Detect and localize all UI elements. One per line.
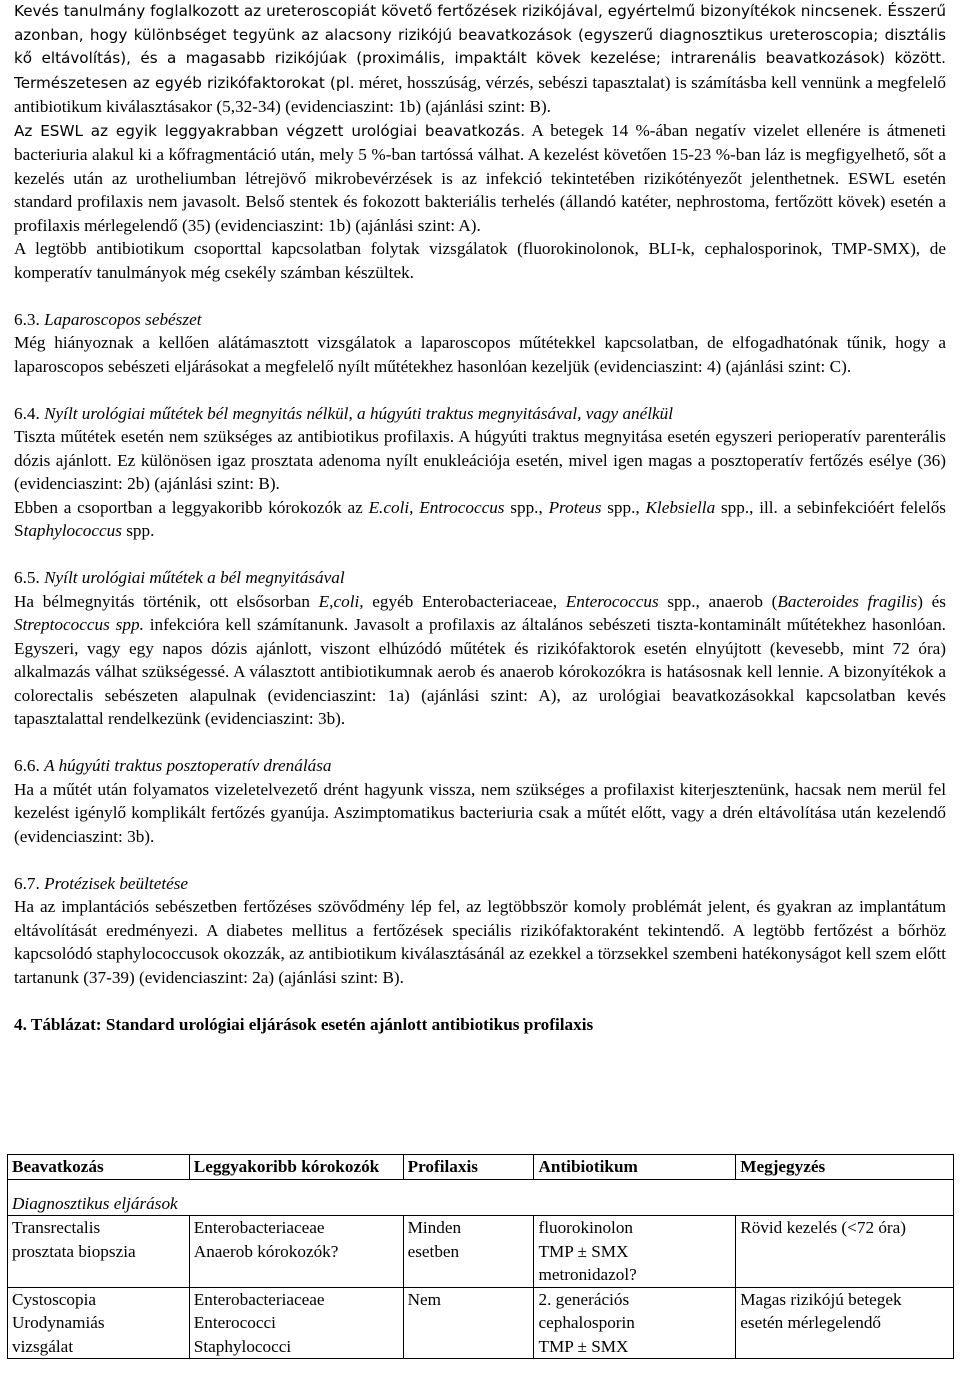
cell-line: Staphylococci xyxy=(193,1336,292,1356)
paragraph-ureteroscopy xyxy=(14,0,946,119)
cell-line: 2. generációs xyxy=(538,1289,630,1309)
cell-line: esetén mérlegelendő xyxy=(740,1313,882,1332)
table-header-row xyxy=(8,1155,954,1180)
spacer xyxy=(14,989,946,1013)
paragraph-text-serif: méret, hosszúság, vérzés, sebészi tapasztalat) is számításba kell vennünk a megfelelő antibiotikum kiválasztásakor (5,32-34) (evidenciaszint: 1b) (ajánlási szint: B). xyxy=(14,72,946,116)
section-body-6-6: Ha a műtét után folyamatos vizeletelvezető drént hagyunk vissza, nem szükséges a profilaxist kiterjesztenünk, hacsak nem merül fel kezelést igénylő komplikált fertőzés gyanúja. Aszimptomatikus bacteriuria csak a műtét előtt, vagy a drén eltávolítása után kezelendő (evidenciaszint: 3b). xyxy=(14,779,946,846)
table-caption: 4. Táblázat: Standard urológiai eljárások esetén ajánlott antibiotikus profilaxis xyxy=(14,1014,594,1034)
text-run: Ebben a csoportban a leggyakoribb kórokozók az xyxy=(14,497,369,517)
cell-line: Transrectalis xyxy=(12,1218,101,1237)
cell-line: Rövid kezelés (<72 óra) xyxy=(740,1218,907,1237)
table-cell xyxy=(736,1216,954,1288)
section-number: 6.3. xyxy=(14,309,40,329)
prophylaxis-table xyxy=(7,1154,954,1359)
cell-line: fluorokinolon xyxy=(538,1218,634,1237)
spacer xyxy=(14,848,946,872)
cell-line: Anaerob kórokozók? xyxy=(193,1241,339,1261)
header-prophylaxis: Profilaxis xyxy=(403,1155,534,1180)
section-body-6-4-pathogens xyxy=(14,496,946,543)
cell-line: Enterococci xyxy=(193,1313,276,1332)
text-run-italic: E.coli, Entrococcus xyxy=(368,497,505,517)
section-title: A húgyúti traktus posztoperatív drenálása xyxy=(44,756,332,775)
section-title: Protézisek beültetése xyxy=(44,873,189,893)
cell-line: Enterobacteriaceae xyxy=(193,1289,325,1309)
text-run: Ha bélmegnyitás történik, ott elsősorban xyxy=(14,591,319,611)
text-run-italic: E,coli, xyxy=(318,591,364,611)
spacer xyxy=(14,284,946,308)
paragraph-text-sans: Kevés tanulmány foglalkozott az ureteroscopiát követő fertőzések rizikójával, egyértelmű bizonyítékok nincsenek. Ésszerű azonban, hogy különbséget tegyünk az alacsony rizikójú beavatkozások (egyszerű diagnosztikus ureteroscopia; disztális kő eltávolítás), és a magasabb rizikójúak (proximális, impaktált kövek kezelése; intrarenális beavatkozások) között. Természetesen az egyéb rizikófaktorokat (pl. xyxy=(14,2,946,92)
document-page xyxy=(14,0,946,1036)
text-run-italic: Klebsiella xyxy=(645,497,716,517)
table-cell xyxy=(534,1287,736,1359)
spacer xyxy=(14,378,946,402)
section-heading-6-7 xyxy=(14,872,946,896)
spacer xyxy=(14,731,946,755)
section-number: 6.6. xyxy=(14,756,40,775)
text-run: spp., anaerob ( xyxy=(658,591,778,611)
section-number: 6.5. xyxy=(14,568,40,587)
cell-line: Enterobacteriaceae xyxy=(193,1218,325,1237)
section-body-6-5 xyxy=(14,590,946,731)
text-run: ) és xyxy=(917,591,946,611)
table-cell xyxy=(189,1216,403,1288)
table-cell xyxy=(8,1287,190,1359)
cell-line: metronidazol? xyxy=(538,1265,637,1284)
cell-line: Minden xyxy=(407,1218,462,1237)
table-row xyxy=(8,1287,954,1359)
cell-line: TMP ± SMX xyxy=(538,1241,629,1261)
section-body-6-7: Ha az implantációs sebészetben fertőzéses szövődmény lép fel, az legtöbbször komoly problémát jelent, és gyakran az implantátum eltávolítását eredményezi. A diabetes mellitus a fertőzések speciális rizikófaktoraként tekintendő. A legtöbb fertőzést a bőrhöz kapcsolódó staphylococcusok okozzák, az antibiotikum kiválasztásánál az ezekkel a törzsekkel szembeni hatékonyságot kell szem előtt tartanunk (37-39) (evidenciaszint: 2a) (ajánlási szint: B). xyxy=(14,897,946,987)
cell-line: esetben xyxy=(407,1241,460,1261)
table-cell xyxy=(189,1287,403,1359)
paragraph-eswl xyxy=(14,119,946,238)
text-run: spp., xyxy=(601,497,646,517)
paragraph-text-serif: A betegek 14 %-ában negatív vizelet ellenére is átmeneti bacteriuria alakul ki a kőfragmentáció után, mely 5 %-ban tartóssá válhat. A kezelést követően 15-23 %-ban láz is megfigyelhető, sőt a kezelés után az urotheliumban létrejövő mikrobevérzések is az infekció tekintetében rizikótényezőt jelenthetnek. ESWL esetén standard profilaxis nem javasolt. Belső stentek és fokozott bakteriális terhelés (állandó katéter, nephrostoma, fertőzött kövek) esetén a profilaxis mérlegelendő (35) (evidenciaszint: 1b) (ajánlási szint: A). xyxy=(14,120,946,235)
section-body-6-3: Még hiányoznak a kellően alátámasztott vizsgálatok a laparoscopos műtétekkel kapcsolatban, de elfogadhatónak tűnik, hogy a laparoscopos sebészeti eljárásokat a megfelelő nyílt műtétekhez hasonlóan kezeljük (evidenciaszint: 4) (ajánlási szint: C). xyxy=(14,333,946,376)
text-run: infekcióra kell számítanunk. Javasolt a profilaxis az általános sebészeti tiszta-kontaminált műtétekhez hasonlóan. Egyszeri, vagy egy napos dózis ajánlott, viszont elhúzódó műtétek és rizikófaktorok esetén elnyújtott (kevesebb, mint 72 óra) alkalmazás válhat szükségessé. A választott antibiotikumnak aerob és anaerob kórokozókra is hatásosnak kell lennie. A bizonyítékok a colorectalis sebészeten alapulnak (evidenciaszint: 1a) (ajánlási szint: A), az urológiai beavatkozásokkal kapcsolatban kevés tapasztalattal rendelkezünk (evidenciaszint: 3b). xyxy=(14,615,946,728)
cell-line: prosztata biopszia xyxy=(12,1241,136,1261)
cell-line: Cystoscopia xyxy=(12,1289,97,1309)
cell-line: Urodynamiás xyxy=(12,1313,105,1332)
text-run-italic: Bacteroides fragilis xyxy=(777,591,918,611)
section-number: 6.7. xyxy=(14,873,40,893)
text-run: egyéb Enterobacteriaceae, xyxy=(363,591,566,611)
section-heading-6-6 xyxy=(14,754,946,778)
table-section-row xyxy=(8,1179,954,1216)
section-title: Laparoscopos sebészet xyxy=(44,309,202,329)
cell-line: vizsgálat xyxy=(12,1336,74,1356)
section-heading-6-5 xyxy=(14,566,946,590)
cell-line: Nem xyxy=(407,1289,442,1309)
table-section-label: Diagnosztikus eljárások xyxy=(8,1179,954,1216)
section-number: 6.4. xyxy=(14,403,40,423)
paragraph-antibiotic-studies: A legtöbb antibiotikum csoporttal kapcsolatban folytak vizsgálatok (fluorokinolonok, BLI-k, cephalosporinok, TMP-SMX), de komperatív tanulmányok még csekély számban készültek. xyxy=(14,239,946,282)
spacer xyxy=(14,543,946,567)
cell-line: Magas rizikójú betegek xyxy=(740,1289,902,1309)
section-heading-6-3 xyxy=(14,308,946,332)
text-run-italic: Streptococcus spp. xyxy=(14,615,144,634)
section-title-part: , xyxy=(348,403,358,423)
section-body-6-4: Tiszta műtétek esetén nem szükséges az antibiotikus profilaxis. A húgyúti traktus megnyitása esetén egyszeri perioperatív parenterális dózis ajánlott. Ez különösen igaz prosztata adenoma nyílt enukleációja esetén, mivel igen magas a posztoperatív fertőzés esélye (36) (evidenciaszint: 2b) (ajánlási szint: B). xyxy=(14,427,946,493)
table-cell xyxy=(534,1216,736,1288)
header-antibiotic: Antibiotikum xyxy=(534,1155,736,1180)
cell-line: cephalosporin xyxy=(538,1313,635,1332)
text-run: spp. xyxy=(121,521,155,540)
section-heading-6-4 xyxy=(14,402,946,426)
text-run-italic: Enterococcus xyxy=(565,591,659,611)
table-cell xyxy=(403,1287,534,1359)
header-procedure: Beavatkozás xyxy=(8,1155,190,1180)
table-cell xyxy=(736,1287,954,1359)
section-title-part: Nyílt urológiai műtétek bél megnyitás nélkül xyxy=(44,403,349,423)
table-cell xyxy=(403,1216,534,1288)
section-title-part: a húgyúti traktus megnyitásával, vagy anélkül xyxy=(357,403,674,423)
text-run-italic: taphylococcus xyxy=(23,521,122,540)
paragraph-text-sans: Az ESWL az egyik leggyakrabban végzett urológiai beavatkozás. xyxy=(14,121,526,140)
header-pathogens: Leggyakoribb kórokozók xyxy=(189,1155,403,1180)
text-run: spp., ill. a sebinfekcióért felelős S xyxy=(14,497,947,540)
table-row xyxy=(8,1216,954,1288)
header-note: Megjegyzés xyxy=(736,1155,954,1180)
text-run-italic: Proteus xyxy=(548,497,602,517)
text-run: spp., xyxy=(504,497,549,517)
cell-line: TMP ± SMX xyxy=(538,1336,629,1356)
section-title: Nyílt urológiai műtétek a bél megnyitásával xyxy=(44,568,345,587)
table-cell xyxy=(8,1216,190,1288)
